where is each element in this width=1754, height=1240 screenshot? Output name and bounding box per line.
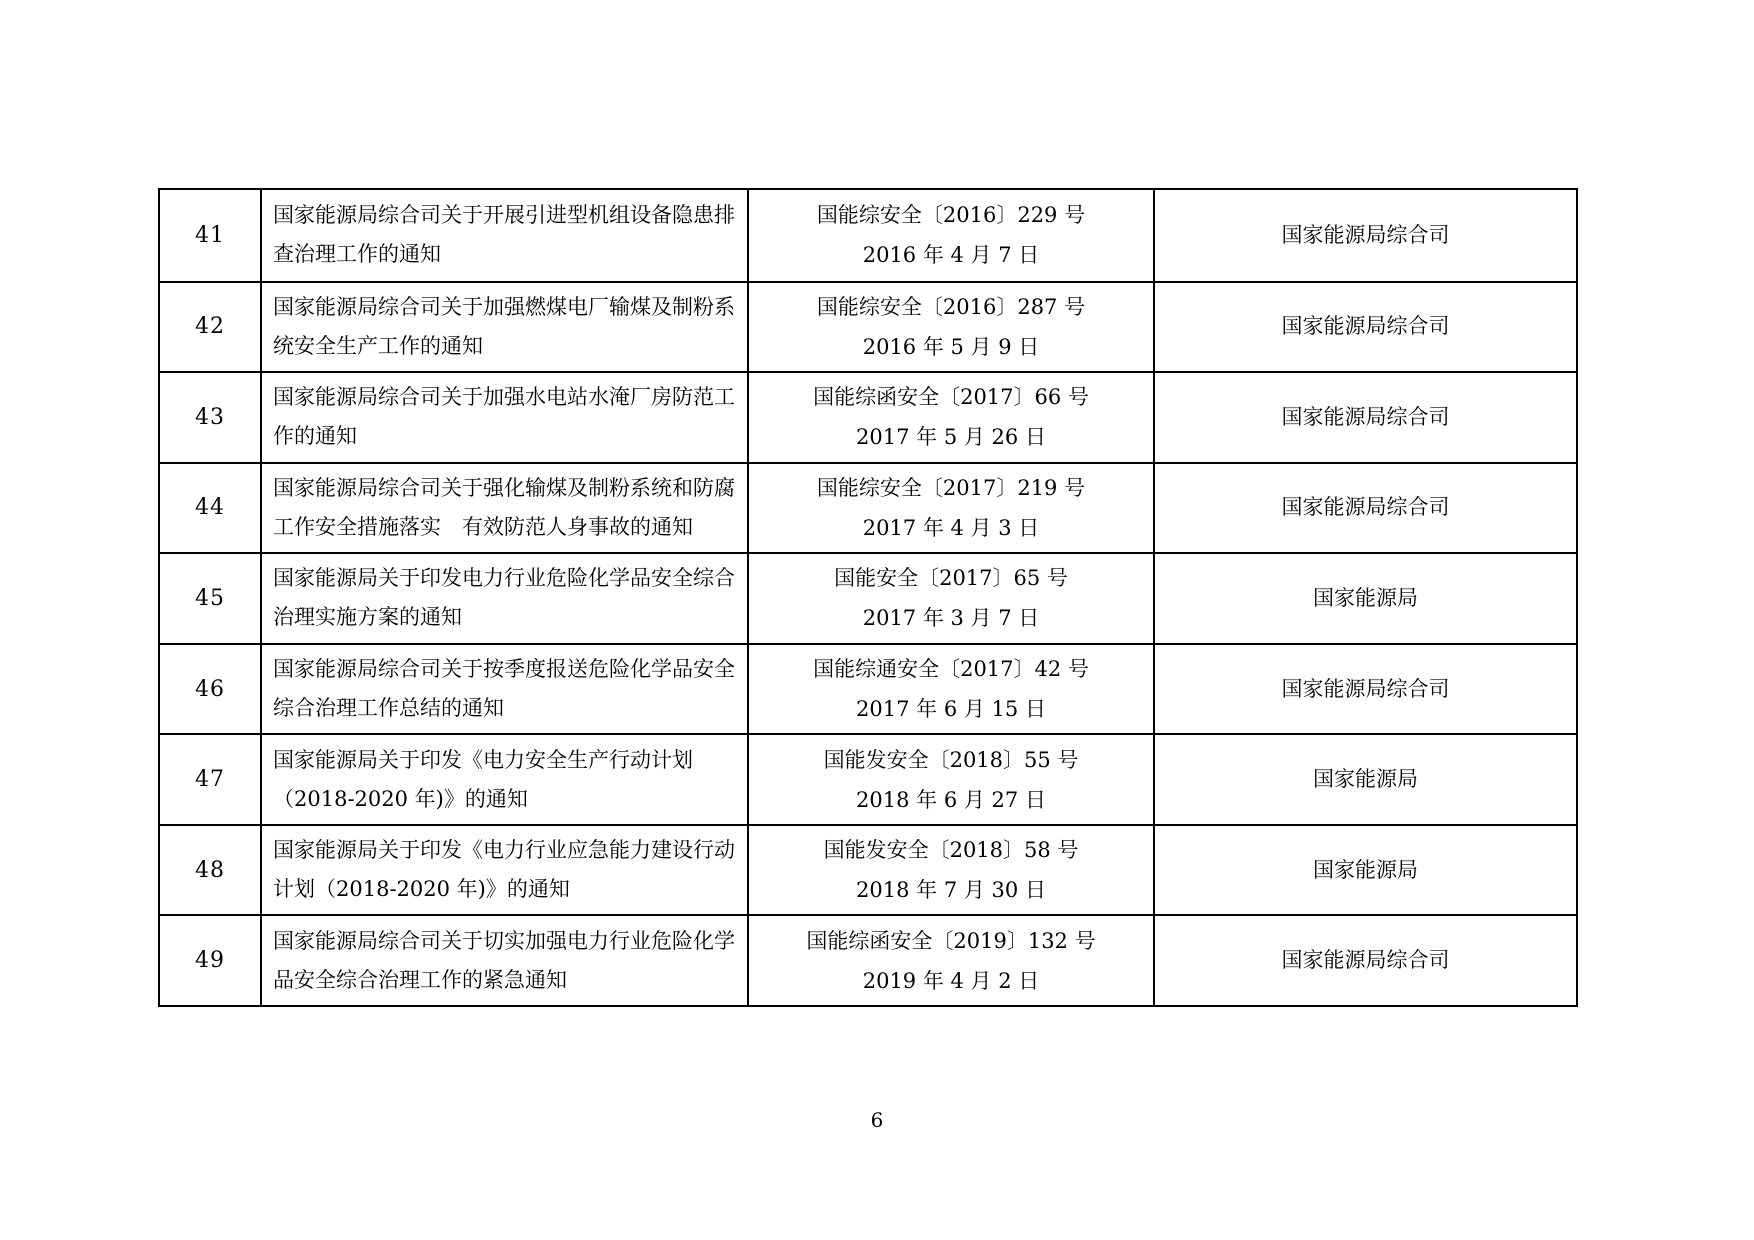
- document-date: 2018 年 7 月 30 日: [856, 878, 1046, 903]
- document-number: 国能综函安全〔2017〕66 号: [813, 385, 1089, 410]
- row-number: 42: [195, 314, 225, 340]
- document-number: 国能综函安全〔2019〕132 号: [806, 928, 1096, 953]
- issuing-organization: 国家能源局综合司: [1153, 283, 1576, 372]
- document-title-cell: [260, 916, 747, 1005]
- issuing-organization: 国家能源局综合司: [1153, 916, 1576, 1005]
- document-title-cell: [260, 645, 747, 734]
- document-title-cell: [260, 554, 747, 643]
- document-title-cell: [260, 735, 747, 824]
- document-number: 国能综安全〔2016〕229 号: [816, 203, 1086, 228]
- page-number: 6: [870, 1108, 884, 1132]
- document-title-cell: [260, 464, 747, 553]
- document-date: 2017 年 3 月 7 日: [862, 606, 1040, 631]
- table-row: [160, 733, 1576, 824]
- document-title: 国家能源局关于印发《电力行业应急能力建设行动计划（2018-2020 年)》的通知: [273, 838, 735, 902]
- document-title: 国家能源局综合司关于按季度报送危险化学品安全综合治理工作总结的通知: [273, 657, 735, 721]
- issuing-organization: 国家能源局综合司: [1153, 373, 1576, 462]
- document-title-cell: [260, 190, 747, 281]
- issuing-organization: 国家能源局综合司: [1153, 645, 1576, 734]
- document-title: 国家能源局综合司关于开展引进型机组设备隐患排查治理工作的通知: [273, 203, 735, 267]
- document-number-cell: [747, 826, 1153, 915]
- row-number: 45: [195, 585, 225, 611]
- document-date: 2017 年 4 月 3 日: [862, 515, 1040, 540]
- document-title: 国家能源局综合司关于加强燃煤电厂输煤及制粉系统安全生产工作的通知: [273, 294, 735, 358]
- document-title: 国家能源局综合司关于切实加强电力行业危险化学品安全综合治理工作的紧急通知: [273, 928, 735, 992]
- issuing-organization: 国家能源局综合司: [1153, 464, 1576, 553]
- table-row: [160, 552, 1576, 643]
- document-title: 国家能源局关于印发电力行业危险化学品安全综合治理实施方案的通知: [273, 566, 735, 630]
- document-title: 国家能源局综合司关于加强水电站水淹厂房防范工作的通知: [273, 385, 735, 449]
- issuing-organization: 国家能源局: [1153, 735, 1576, 824]
- table-row: [160, 190, 1576, 281]
- table-row: [160, 643, 1576, 734]
- table-row: [160, 824, 1576, 915]
- document-date: 2017 年 6 月 15 日: [856, 697, 1046, 722]
- row-number: 41: [195, 222, 225, 248]
- row-number: 48: [195, 857, 225, 883]
- row-number: 47: [195, 767, 225, 793]
- document-title-cell: [260, 283, 747, 372]
- document-number-cell: [747, 916, 1153, 1005]
- document-number-cell: [747, 645, 1153, 734]
- document-title-cell: [260, 826, 747, 915]
- document-title: 国家能源局综合司关于强化输煤及制粉系统和防腐工作安全措施落实 有效防范人身事故的通知: [273, 475, 735, 539]
- row-number: 46: [195, 676, 225, 702]
- document-title-cell: [260, 373, 747, 462]
- document-title: 国家能源局关于印发《电力安全生产行动计划（2018-2020 年)》的通知: [273, 747, 693, 811]
- document-number: 国能综安全〔2017〕219 号: [816, 475, 1086, 500]
- document-number: 国能发安全〔2018〕55 号: [823, 747, 1079, 772]
- document-number-cell: [747, 190, 1153, 281]
- document-date: 2016 年 4 月 7 日: [862, 243, 1040, 268]
- document-date: 2018 年 6 月 27 日: [856, 787, 1046, 812]
- document-date: 2019 年 4 月 2 日: [862, 968, 1040, 993]
- document-number: 国能发安全〔2018〕58 号: [823, 838, 1079, 863]
- document-date: 2016 年 5 月 9 日: [862, 334, 1040, 359]
- document-number-cell: [747, 554, 1153, 643]
- row-number: 49: [195, 948, 225, 974]
- table-row: [160, 371, 1576, 462]
- issuing-organization: 国家能源局: [1153, 826, 1576, 915]
- document-number-cell: [747, 735, 1153, 824]
- issuing-organization: 国家能源局: [1153, 554, 1576, 643]
- document-number-cell: [747, 373, 1153, 462]
- row-number: 43: [195, 404, 225, 430]
- row-number: 44: [195, 495, 225, 521]
- document-number-cell: [747, 283, 1153, 372]
- issuing-organization: 国家能源局综合司: [1153, 190, 1576, 281]
- document-date: 2017 年 5 月 26 日: [856, 425, 1046, 450]
- table-row: [160, 281, 1576, 372]
- document-number: 国能综安全〔2016〕287 号: [816, 294, 1086, 319]
- document-number-cell: [747, 464, 1153, 553]
- table-row: [160, 914, 1576, 1005]
- document-number: 国能综通安全〔2017〕42 号: [813, 657, 1089, 682]
- regulations-table: [158, 188, 1578, 1007]
- document-number: 国能安全〔2017〕65 号: [834, 566, 1068, 591]
- table-row: [160, 462, 1576, 553]
